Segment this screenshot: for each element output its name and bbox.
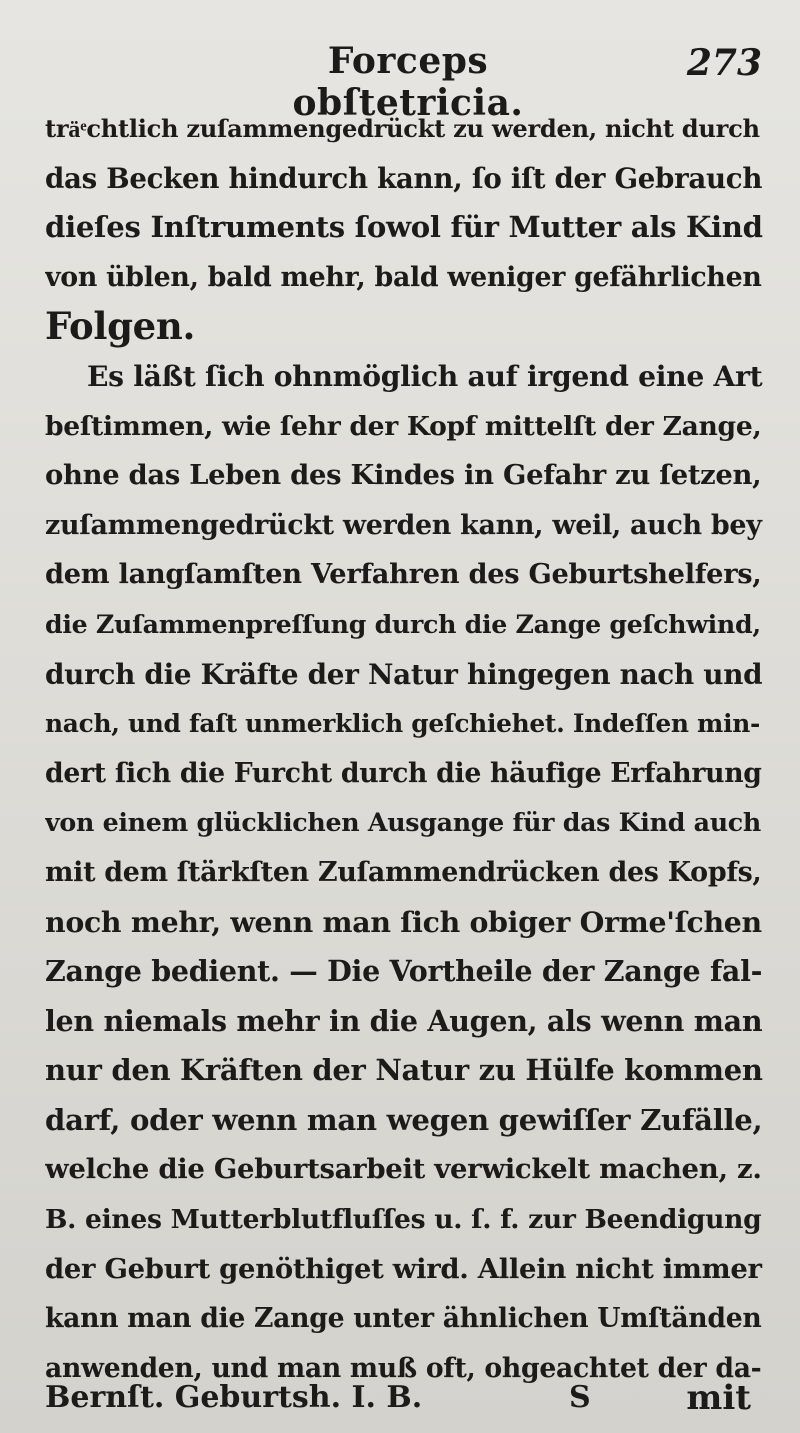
text-line: dem langſamſten Verfahren des Geburtshelfers,: [45, 558, 762, 591]
text-line: noch mehr, wenn man ſich obiger Orme'ſchen: [45, 904, 762, 939]
text-line: beſtimmen, wie ſehr der Kopf mittelſt der Zange,: [45, 410, 762, 442]
body-text: [45, 104, 773, 1393]
text-line: kann man die Zange unter ähnlichen Umſtänden: [45, 1303, 762, 1335]
text-line: dert ſich die Furcht durch die häufige Erfahrung: [45, 757, 762, 789]
signature-mark: S: [569, 1380, 591, 1415]
text-line: träͤchtlich zuſammengedrückt zu werden, nicht durch: [45, 114, 760, 143]
running-header: [0, 40, 800, 124]
text-line: anwenden, und man muß oft, ohgeachtet der da-: [45, 1352, 762, 1384]
text-line: darf, oder wenn man wegen gewiſſer Zufälle,: [45, 1102, 763, 1137]
text-line: Zange bedient. — Die Vortheile der Zange fal-: [45, 954, 763, 989]
text-line: nach, und faſt unmerklich geſchiehet. Indeſſen min-: [45, 709, 761, 739]
text-line: von einem glücklichen Ausgange für das Kind auch: [45, 807, 761, 838]
text-line: das Becken hindurch kann, ſo iſt der Gebrauch: [45, 161, 763, 195]
text-line: dieſes Inſtruments ſowol für Mutter als Kind: [45, 210, 763, 245]
text-line: die Zuſammenpreſſung durch die Zange geſchwind,: [45, 608, 761, 639]
text-line: der Geburt genöthiget wird. Allein nicht immer: [45, 1252, 762, 1285]
signature-reference: Bernſt. Geburtsh. I. B.: [45, 1380, 423, 1415]
text-line: welche die Geburtsarbeit verwickelt machen, z.: [45, 1153, 762, 1186]
text-line: nur den Kräften der Natur zu Hülfe kommen: [45, 1053, 763, 1088]
text-line: von üblen, bald mehr, bald weniger gefährlichen: [45, 261, 762, 293]
text-line: mit dem ſtärkſten Zuſammendrücken des Kopfs,: [45, 856, 762, 888]
catchword: mit: [686, 1378, 751, 1418]
text-line: len niemals mehr in die Augen, als wenn man: [45, 1003, 763, 1038]
text-line: Es läßt ſich ohnmöglich auf irgend eine Art: [87, 359, 763, 393]
text-line: durch die Kräfte der Natur hingegen nach und: [45, 657, 763, 691]
page-footer: [45, 1375, 773, 1421]
page-number: 273: [686, 42, 762, 84]
text-line: B. eines Mutterblutfluſſes u. ſ. f. zur Beendigung: [45, 1204, 762, 1236]
text-line: Folgen.: [45, 304, 196, 349]
text-line: zuſammengedrückt werden kann, weil, auch bey: [45, 509, 762, 541]
running-title: Forceps obſtetricia.: [292, 40, 524, 124]
text-line: ohne das Leben des Kindes in Gefahr zu ſetzen,: [45, 459, 762, 492]
